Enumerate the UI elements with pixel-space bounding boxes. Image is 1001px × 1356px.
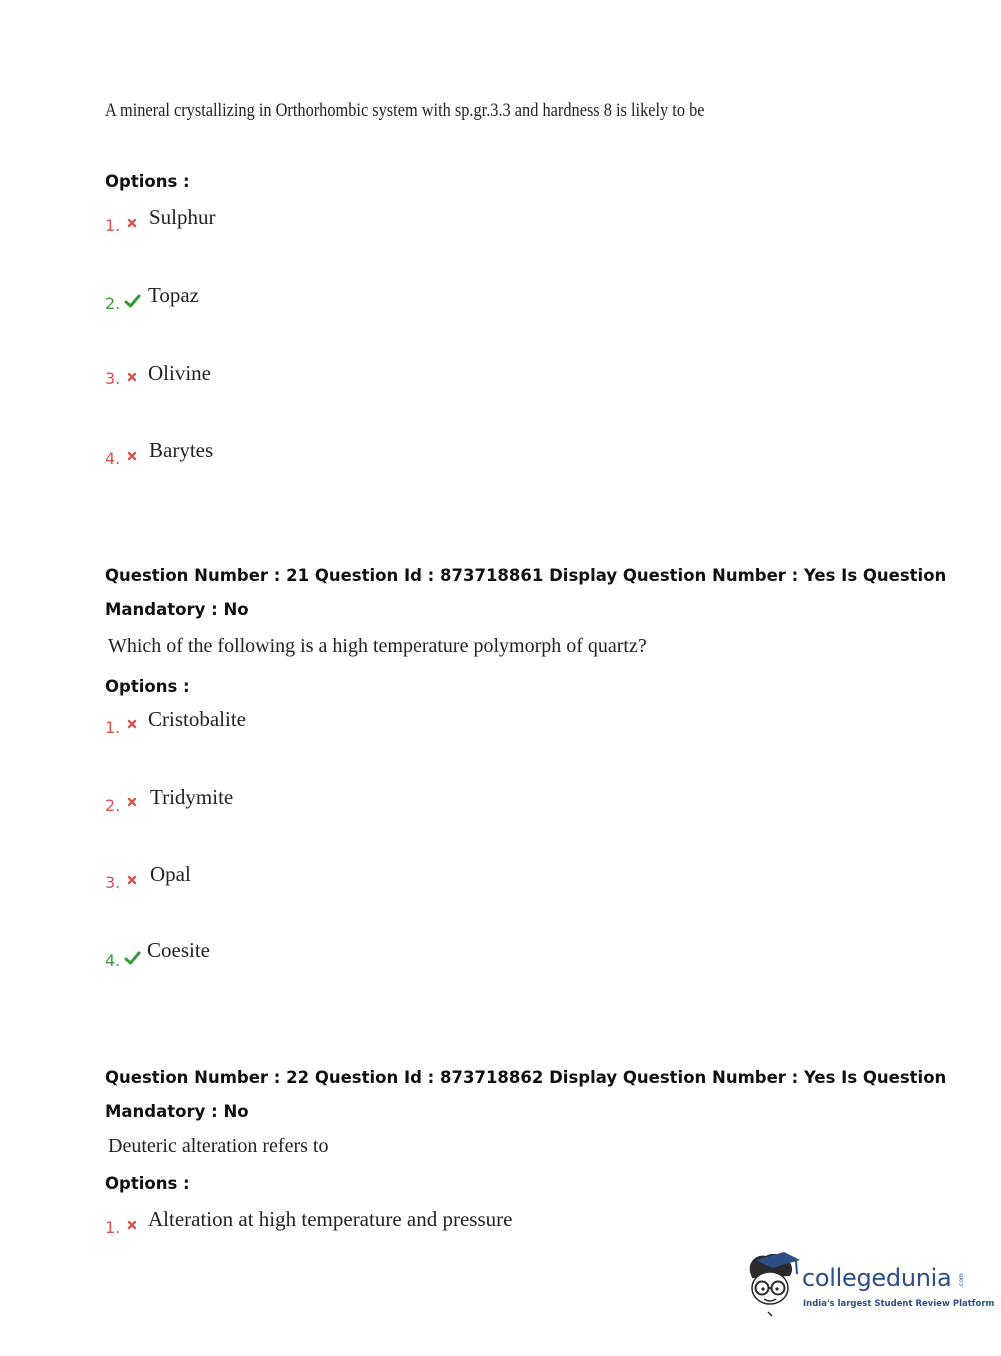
cross-icon	[127, 451, 137, 461]
cross-icon	[127, 719, 137, 729]
question-22-text: Deuteric alteration refers to	[108, 1135, 329, 1157]
question-21-meta: Question Number : 21 Question Id : 873718861 Display Question Number : Yes Is Question	[105, 566, 947, 585]
cross-icon	[127, 218, 137, 228]
options-label: Options :	[105, 677, 190, 696]
question-21-text: Which of the following is a high temperature polymorph of quartz?	[108, 635, 647, 657]
cross-icon	[127, 1220, 137, 1230]
checkmark-icon	[124, 294, 141, 308]
option-text: Tridymite	[150, 785, 234, 809]
logo-wordmark: collegedunia	[802, 1264, 952, 1292]
option-text: Alteration at high temperature and pressure	[148, 1207, 513, 1231]
option-text: Opal	[150, 862, 191, 886]
option-text: Barytes	[149, 438, 214, 462]
logo-tagline: India's largest Student Review Platform	[803, 1299, 995, 1309]
mascot-icon	[742, 1250, 802, 1318]
question-20-text: A mineral crystallizing in Orthorhombic system with sp.gr.3.3 and hardness 8 is likely to be	[105, 100, 705, 121]
option-text: Coesite	[147, 938, 210, 962]
question-22-meta: Question Number : 22 Question Id : 873718862 Display Question Number : Yes Is Question	[105, 1068, 947, 1087]
option-text: Sulphur	[149, 205, 216, 229]
option-text: Olivine	[148, 361, 211, 385]
options-label: Options :	[105, 1174, 190, 1193]
option-number: 1.	[105, 1218, 121, 1237]
option-number: 4.	[105, 449, 121, 468]
option-number: 3.	[105, 369, 121, 388]
option-number: 1.	[105, 216, 121, 235]
option-number: 4.	[105, 951, 121, 970]
cross-icon	[127, 372, 137, 382]
collegedunia-logo[interactable]	[742, 1248, 995, 1320]
option-number: 3.	[105, 873, 121, 892]
cross-icon	[127, 875, 137, 885]
question-22-mandatory: Mandatory : No	[105, 1102, 249, 1121]
option-text: Topaz	[148, 283, 200, 307]
checkmark-icon	[124, 951, 141, 965]
logo-suffix: .com	[958, 1273, 965, 1288]
option-text: Cristobalite	[148, 707, 246, 731]
option-number: 1.	[105, 718, 121, 737]
option-number: 2.	[105, 294, 121, 313]
cross-icon	[127, 797, 137, 807]
question-21-mandatory: Mandatory : No	[105, 600, 249, 619]
option-number: 2.	[105, 796, 121, 815]
options-label: Options :	[105, 172, 190, 191]
